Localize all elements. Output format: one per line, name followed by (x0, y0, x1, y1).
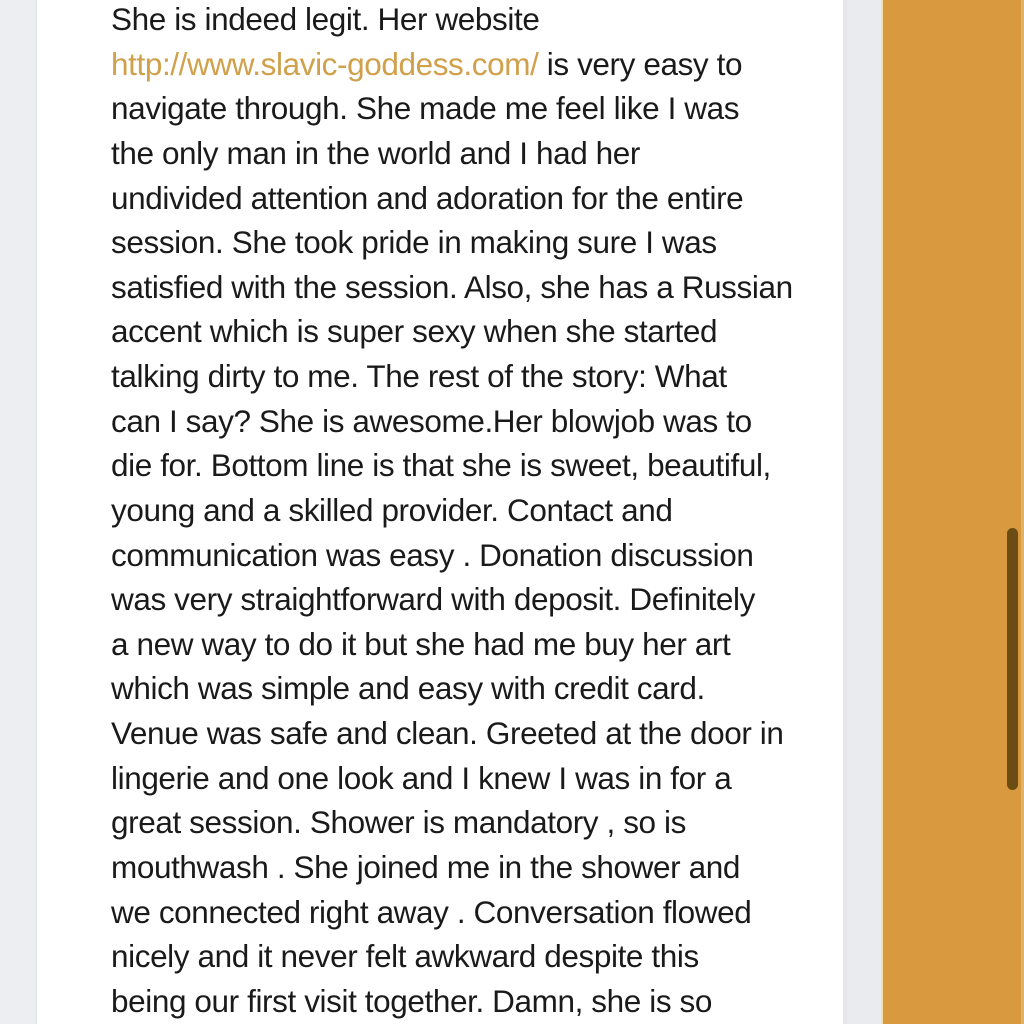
website-link[interactable]: http://www.slavic-goddess.com/ (111, 45, 539, 82)
text-after-link: is very easy to (538, 45, 743, 82)
page-content-area (38, 0, 843, 1024)
text-line: navigate through. She made me feel like I was (111, 90, 740, 127)
text-line-with-link (111, 42, 851, 87)
background-panel (881, 0, 1024, 1024)
text-line: lingerie and one look and I knew I was in for a (111, 759, 732, 796)
text-line: She is indeed legit. Her website (111, 1, 540, 37)
text-line: young and a skilled provider. Contact and (111, 491, 673, 528)
text-line: was very straightforward with deposit. Definitely (111, 581, 755, 618)
text-line: communication was easy . Donation discussion (111, 536, 754, 573)
text-line: the only man in the world and I had her (111, 134, 640, 171)
left-gutter (0, 0, 37, 1024)
review-text-block (111, 0, 851, 1023)
right-gutter (843, 0, 881, 1024)
text-line: which was simple and easy with credit card. (111, 670, 705, 707)
text-line: a new way to do it but she had me buy her art (111, 625, 731, 662)
text-line: can I say? She is awesome.Her blowjob was to (111, 402, 752, 439)
text-line: being our first visit together. Damn, she is so (111, 982, 712, 1019)
text-line: great session. Shower is mandatory , so is (111, 804, 686, 841)
text-line: we connected right away . Conversation flowed (111, 893, 752, 930)
text-line: Venue was safe and clean. Greeted at the door in (111, 715, 784, 751)
text-line: mouthwash . She joined me in the shower and (111, 848, 740, 885)
text-line: satisfied with the session. Also, she has a Russian (111, 268, 793, 305)
text-line: undivided attention and adoration for the entire (111, 179, 744, 216)
text-line: nicely and it never felt awkward despite this (111, 938, 699, 975)
text-line: accent which is super sexy when she started (111, 313, 718, 350)
text-line: session. She took pride in making sure I was (111, 224, 717, 261)
text-line: die for. Bottom line is that she is sweet, beautiful, (111, 447, 771, 484)
scrollbar-thumb[interactable] (1007, 528, 1018, 790)
text-line: talking dirty to me. The rest of the story: What (111, 358, 727, 394)
